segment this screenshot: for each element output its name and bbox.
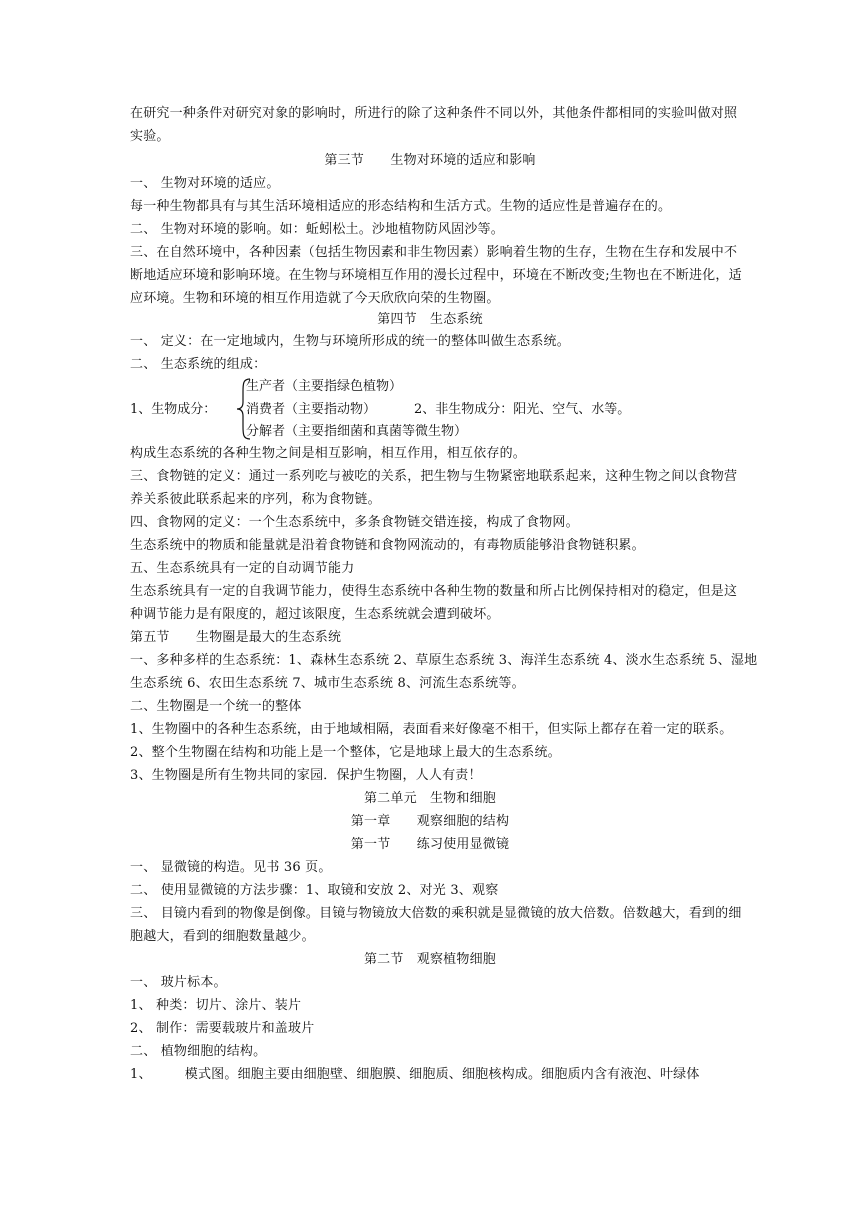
paragraph-line: 二、 植物细胞的结构。 xyxy=(130,1044,267,1059)
paragraph-line: 二、 生态系统的组成： xyxy=(130,357,267,372)
paragraph-line: 1、生物圈中的各种生态系统，由于地域相隔，表面看来好像毫不相干，但实际上都存在着一定的联系。 xyxy=(130,722,733,737)
chapter-heading: 第一章 观察细胞的结构 xyxy=(350,814,510,829)
paragraph-line: 二、 使用显微镜的方法步骤：1、取镜和安放 2、对光 3、观察 xyxy=(130,883,499,898)
section-heading: 第四节 生态系统 xyxy=(377,312,483,327)
paragraph-line: 一、多种多样的生态系统：1、森林生态系统 2、草原生态系统 3、海洋生态系统 4、淡水生态系统 5、湿地 xyxy=(130,653,758,668)
paragraph-line: 五、生态系统具有一定的自动调节能力 xyxy=(130,561,355,576)
paragraph-line: 三、食物链的定义：通过一系列吃与被吃的关系，把生物与生物紧密地联系起来，这种生物之间以食物营 xyxy=(130,469,738,484)
section-heading: 第五节 生物圈是最大的生态系统 xyxy=(130,630,342,645)
paragraph-line: 种调节能力是有限度的，超过该限度，生态系统就会遭到破坏。 xyxy=(130,607,500,622)
paragraph-line: 二、生物圈是一个统一的整体 xyxy=(130,699,302,714)
paragraph-line: 应环境。生物和环境的相互作用造就了今天欣欣向荣的生物圈。 xyxy=(130,291,500,306)
section-heading: 第一节 练习使用显微镜 xyxy=(350,837,510,852)
section-heading: 第二节 观察植物细胞 xyxy=(363,952,496,967)
paragraph-line: 构成生态系统的各种生物之间是相互影响，相互作用，相互依存的。 xyxy=(130,446,527,461)
paragraph-line: 养关系彼此联系起来的序列，称为食物链。 xyxy=(130,492,381,507)
section-heading: 第三节 生物对环境的适应和影响 xyxy=(324,153,536,168)
paragraph-line: 二、 生物对环境的影响。如：蚯蚓松土。沙地植物防风固沙等。 xyxy=(130,222,504,237)
paragraph-line: 一、 生物对环境的适应。 xyxy=(130,176,280,191)
paragraph-line: 胞越大，看到的细胞数量越少。 xyxy=(130,929,315,944)
paragraph-line: 每一种生物都具有与其生活环境相适应的形态结构和生活方式。生物的适应性是普遍存在的。 xyxy=(130,199,672,214)
unit-heading: 第二单元 生物和细胞 xyxy=(363,791,496,806)
paragraph-line: 断地适应环境和影响环境。在生物与环境相互作用的漫长过程中，环境在不断改变;生物也在不断进化，适 xyxy=(130,268,742,283)
paragraph-line: 生态系统中的物质和能量就是沿着食物链和食物网流动的，有毒物质能够沿食物链积累。 xyxy=(130,538,645,553)
paragraph-line: 2、 制作：需要载玻片和盖玻片 xyxy=(130,1021,315,1036)
paragraph-line: 在研究一种条件对研究对象的影响时，所进行的除了这种条件不同以外，其他条件都相同的实验叫做对照 xyxy=(130,106,738,121)
paragraph-line: 生态系统具有一定的自我调节能力，使得生态系统中各种生物的数量和所占比例保持相对的稳定，但是这 xyxy=(130,584,738,599)
paragraph-line: 四、食物网的定义：一个生态系统中，多条食物链交错连接，构成了食物网。 xyxy=(130,515,579,530)
paragraph-line: 一、 显微镜的构造。见书 36 页。 xyxy=(130,860,332,875)
abiotic-components-label: 2、非生物成分：阳光、空气、水等。 xyxy=(414,402,631,417)
paragraph-line: 一、 定义：在一定地域内，生物与环境所形成的统一的整体叫做生态系统。 xyxy=(130,334,570,349)
paragraph-line: 实验。 xyxy=(130,129,170,144)
producer-label: 生产者（主要指绿色植物） xyxy=(246,379,403,394)
paragraph-line: 3、生物圈是所有生物共同的家园．保护生物圈，人人有责！ xyxy=(130,768,482,783)
paragraph-line: 2、整个生物圈在结构和功能上是一个整体，它是地球上最大的生态系统。 xyxy=(130,745,561,760)
paragraph-line: 三、 目镜内看到的物像是倒像。目镜与物镜放大倍数的乘积就是显微镜的放大倍数。倍数越大，看到的细 xyxy=(130,906,742,921)
paragraph-line: 1、 种类：切片、涂片、装片 xyxy=(130,998,302,1013)
paragraph-line: 生态系统 6、农田生态系统 7、城市生态系统 8、河流生态系统等。 xyxy=(130,676,525,691)
paragraph-line: 一、 玻片标本。 xyxy=(130,975,227,990)
decomposer-label: 分解者（主要指细菌和真菌等微生物） xyxy=(246,424,468,439)
paragraph-line: 三、在自然环境中，各种因素（包括生物因素和非生物因素）影响着生物的生存，生物在生存和发展中不 xyxy=(130,245,738,260)
consumer-label: 消费者（主要指动物） xyxy=(246,402,377,417)
paragraph-line: 1、 模式图。细胞主要由细胞壁、细胞膜、细胞质、细胞核构成。细胞质内含有液泡、叶绿体 xyxy=(130,1067,700,1082)
biotic-components-label: 1、生物成分： xyxy=(130,402,217,417)
